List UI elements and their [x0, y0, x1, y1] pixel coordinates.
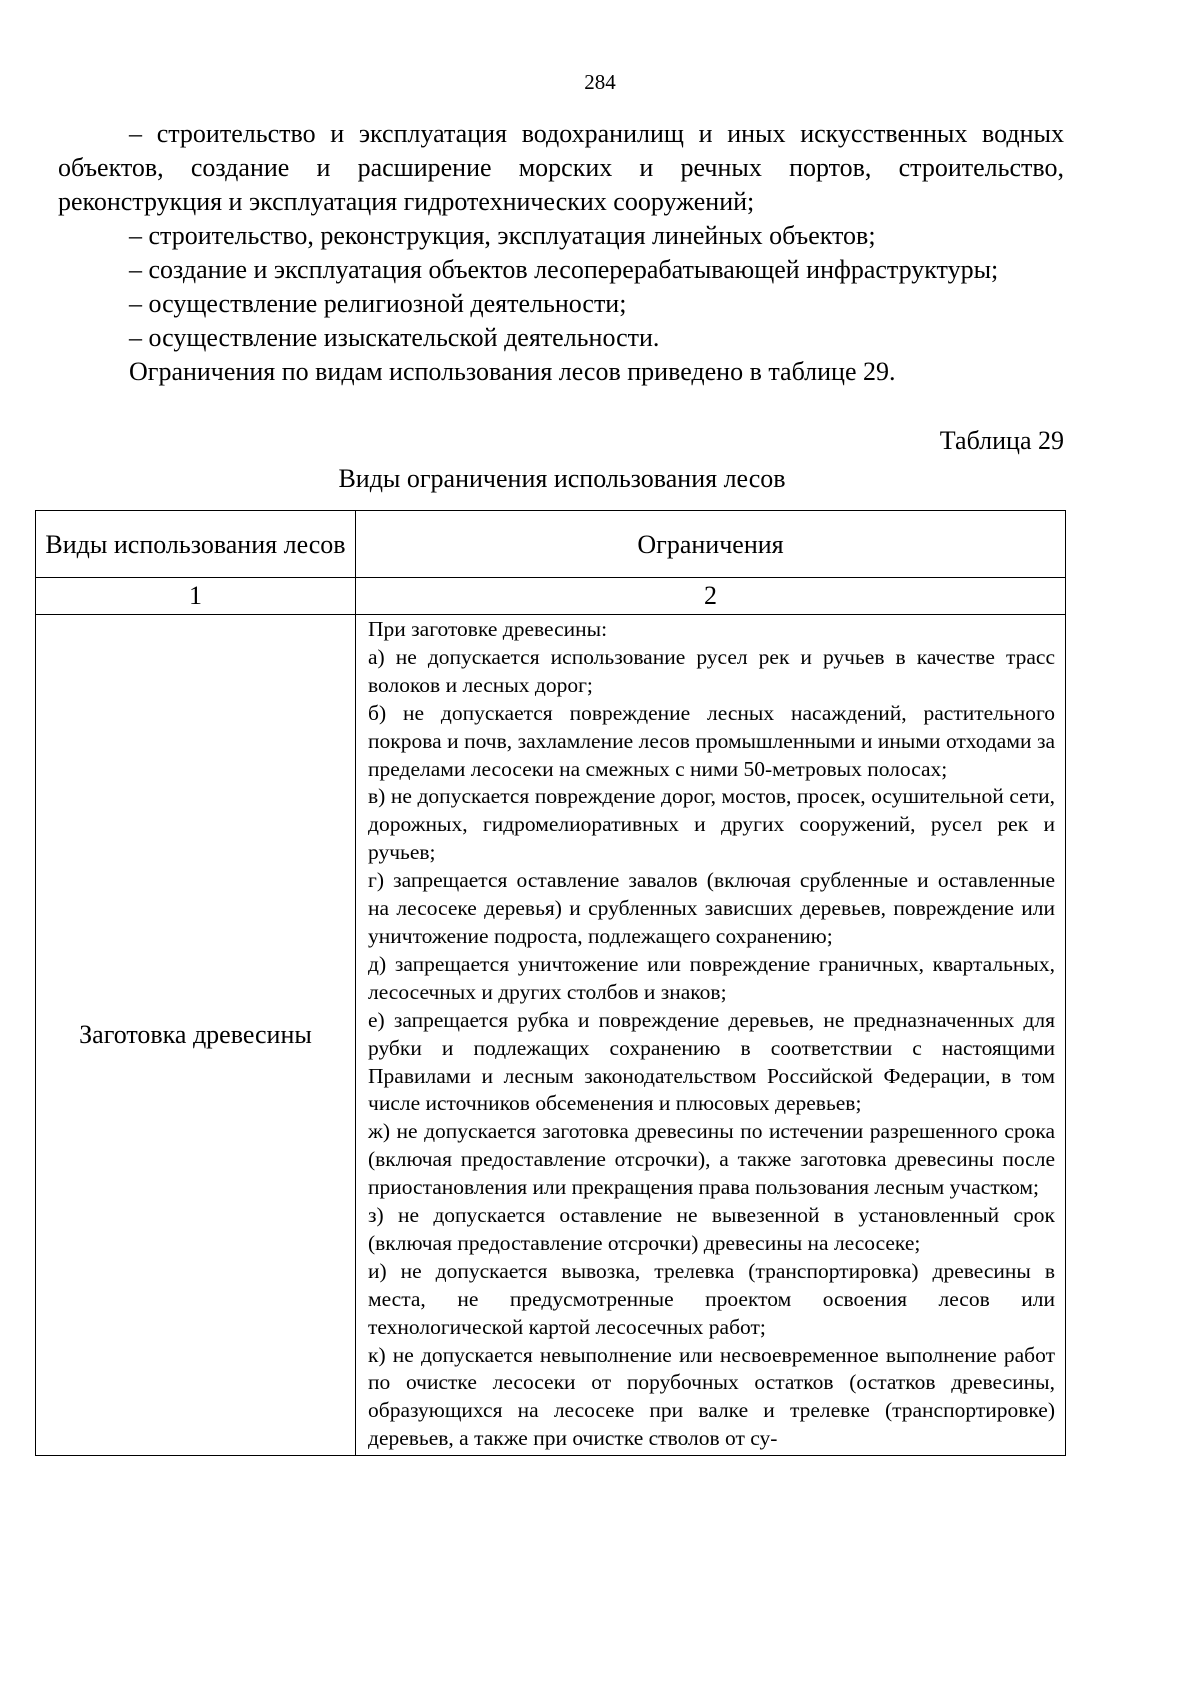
table-row: [36, 615, 1066, 1456]
table-caption: Таблица 29: [939, 426, 1064, 455]
restriction-item-zh: ж) не допускается заготовка древесины по истечении разрешенного срока (включая предоставление отсрочки), а также заготовка древесины после приостановления или прекращения права пользования лесным участком;: [368, 1119, 1055, 1200]
column-number-1: 1: [36, 578, 356, 615]
page-number: 284: [584, 70, 616, 94]
paragraph-survey-activity: – осуществление изыскательской деятельности.: [129, 323, 660, 352]
restriction-item-v: в) не допускается повреждение дорог, мостов, просек, осушительной сети, дорожных, гидромелиоративных и других сооружений, русел рек и ручьев;: [368, 784, 1055, 865]
restriction-intro: При заготовке древесины:: [368, 617, 608, 641]
restriction-item-g: г) запрещается оставление завалов (включая срубленные и оставленные на лесосеке деревья) и срубленных зависших деревьев, повреждение или уничтожение подроста, подлежащего сохранению;: [368, 868, 1055, 948]
paragraph-linear-objects: – строительство, реконструкция, эксплуатация линейных объектов;: [129, 221, 876, 250]
body-text: [58, 117, 1064, 389]
table-title: Виды ограничения использования лесов: [338, 464, 786, 493]
restrictions-cell: [356, 615, 1066, 1456]
paragraph-table-reference: Ограничения по видам использования лесов приведено в таблице 29.: [129, 357, 896, 386]
column-number-2: 2: [356, 578, 1066, 615]
header-restrictions: Ограничения: [356, 511, 1066, 578]
column-number-row: [36, 578, 1066, 615]
paragraph-religious-activity: – осуществление религиозной деятельности;: [129, 289, 627, 318]
paragraph-reservoirs: – строительство и эксплуатация водохранилищ и иных искусственных водных объектов, создание и расширение морских и речных портов, строительство, реконструкция и эксплуатация гидротехнических сооружений;: [58, 119, 1064, 216]
restriction-item-b: б) не допускается повреждение лесных насаждений, растительного покрова и почв, захламление лесов промышленными и иными отходами за пределами лесосеки на смежных с ними 50-метровых полосах;: [368, 700, 1055, 781]
table-header-row: [36, 511, 1066, 578]
restriction-item-d: д) запрещается уничтожение или повреждение граничных, квартальных, лесосечных и других столбов и знаков;: [368, 951, 1055, 1004]
restrictions-table: [35, 510, 1066, 1456]
paragraph-wood-processing: – создание и эксплуатация объектов лесоперерабатывающей инфраструктуры;: [129, 255, 999, 284]
restriction-item-k: к) не допускается невыполнение или несвоевременное выполнение работ по очистке лесосеки от порубочных остатков (остатков древесины, образующихся на лесосеке при валке и трелевке (транспортировке) деревьев, а также при очистке стволов от су-: [368, 1342, 1055, 1451]
header-usage-types: Виды использования лесов: [36, 511, 356, 578]
restriction-item-a: а) не допускается использование русел рек и ручьев в качестве трасс волоков и лесных дорог;: [368, 644, 1055, 697]
usage-type-cell: Заготовка древесины: [36, 615, 356, 1456]
restriction-item-i: и) не допускается вывозка, трелевка (транспортировка) древесины в места, не предусмотренные проектом освоения лесов или технологической картой лесосечных работ;: [368, 1258, 1055, 1339]
restriction-item-z: з) не допускается оставление не вывезенной в установленный срок (включая предоставление отсрочки) древесины на лесосеке;: [368, 1203, 1055, 1255]
restriction-item-e: е) запрещается рубка и повреждение деревьев, не предназначенных для рубки и подлежащих сохранению в соответствии с настоящими Правилами и лесным законодательством Российской Федерации, в том числе источников обсеменения и плюсовых деревьев;: [368, 1007, 1055, 1116]
